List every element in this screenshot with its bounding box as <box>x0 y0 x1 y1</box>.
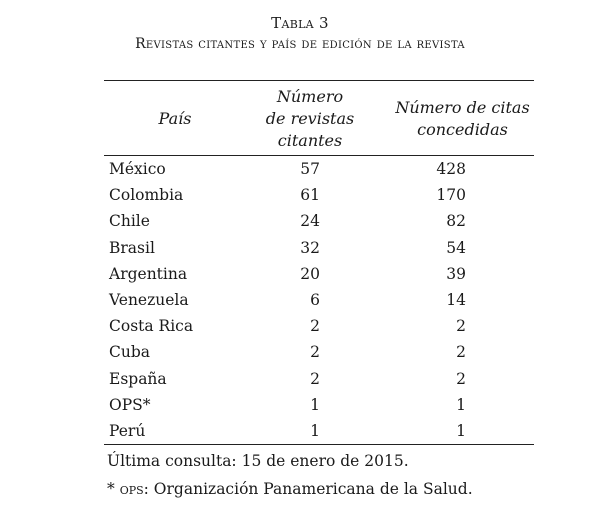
cell-journals: 2 <box>310 369 320 388</box>
table-row <box>104 265 534 291</box>
header-journals-line-2: de revistas <box>265 109 355 128</box>
cell-country: Costa Rica <box>109 317 194 336</box>
table-row <box>104 160 534 186</box>
table-row <box>104 212 534 238</box>
cell-country: España <box>109 369 167 388</box>
cell-country: Cuba <box>109 343 151 362</box>
table-row <box>104 317 534 343</box>
bottom-rule <box>104 444 534 445</box>
cell-citations: 39 <box>446 264 466 283</box>
cell-country: Colombia <box>109 186 184 205</box>
header-journals-line-1: Número <box>276 87 344 106</box>
cell-country: Chile <box>109 212 150 231</box>
header-country: País <box>158 109 192 128</box>
cell-citations: 170 <box>436 186 466 205</box>
cell-journals: 32 <box>300 238 320 257</box>
cell-country: Perú <box>109 422 146 440</box>
top-rule <box>104 80 534 81</box>
cell-citations: 2 <box>456 317 466 336</box>
cell-citations: 1 <box>456 395 466 414</box>
header-citations <box>375 97 550 141</box>
cell-country: Brasil <box>109 238 155 257</box>
table-row <box>104 186 534 212</box>
footnote-abbr: ops <box>119 480 144 498</box>
table-row <box>104 291 534 317</box>
header-journals <box>240 86 380 152</box>
footnote-text: : Organización Panamericana de la Salud. <box>143 480 473 498</box>
table-label: Tabla 3 <box>271 14 329 32</box>
table-row <box>104 343 534 369</box>
cell-journals: 61 <box>300 186 320 205</box>
footnote-mark: * <box>107 480 120 498</box>
cell-citations: 1 <box>456 422 466 440</box>
cell-citations: 54 <box>446 238 466 257</box>
cell-country: Venezuela <box>109 291 189 309</box>
cell-journals: 1 <box>310 395 320 414</box>
table-caption: Revistas citantes y país de edición de la revista <box>135 36 465 52</box>
header-rule <box>104 155 534 156</box>
cell-country: Argentina <box>109 264 188 283</box>
table-row <box>104 239 534 265</box>
cell-citations: 14 <box>446 291 466 309</box>
cell-journals: 2 <box>310 317 320 336</box>
cell-country: México <box>109 160 166 178</box>
cell-journals: 24 <box>300 212 320 231</box>
cell-citations: 82 <box>446 212 466 231</box>
cell-journals: 57 <box>300 160 320 178</box>
last-query-note: Última consulta: 15 de enero de 2015. <box>107 452 409 470</box>
header-citations-line-1: Número de citas <box>395 98 530 117</box>
table-row <box>104 396 534 422</box>
cell-journals: 2 <box>310 343 320 362</box>
cell-journals: 1 <box>310 422 320 440</box>
cell-citations: 2 <box>456 343 466 362</box>
cell-journals: 20 <box>300 264 320 283</box>
table-row <box>104 370 534 396</box>
cell-country: OPS* <box>109 395 151 414</box>
footnote <box>107 480 473 498</box>
cell-journals: 6 <box>310 291 320 309</box>
header-citations-line-2: concedidas <box>417 120 508 139</box>
cell-citations: 2 <box>456 369 466 388</box>
header-journals-line-3: citantes <box>277 131 343 150</box>
cell-citations: 428 <box>436 160 466 178</box>
